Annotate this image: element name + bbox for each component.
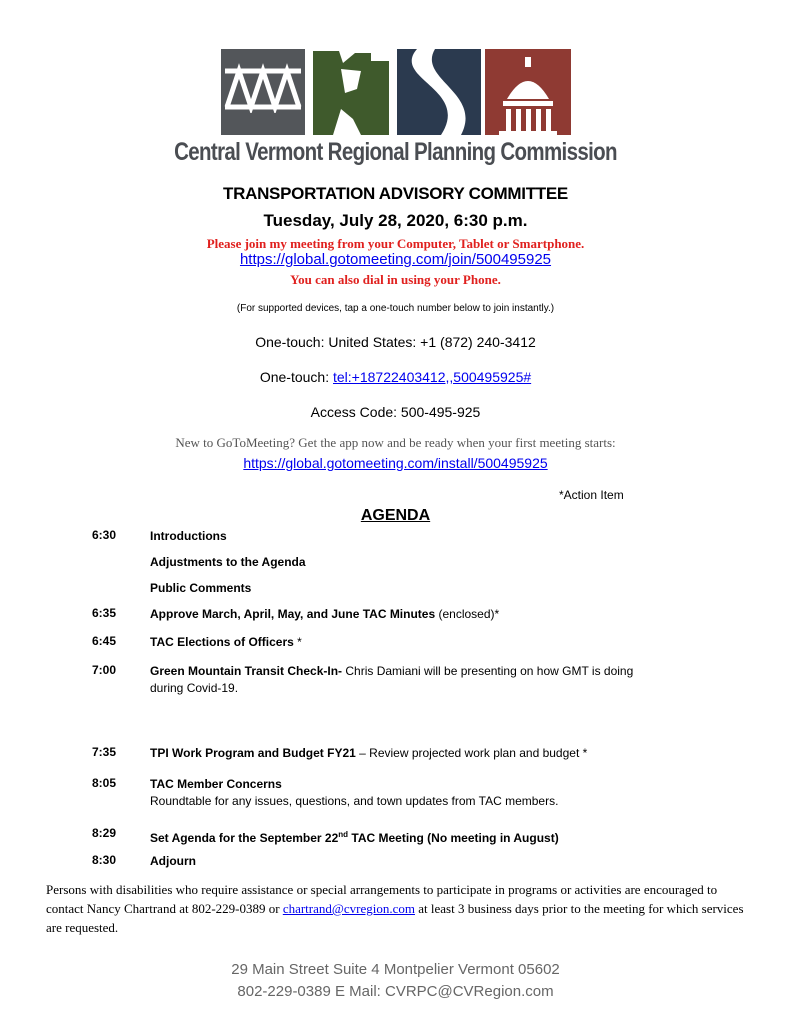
- agenda-item-title-post: TAC Meeting (No meeting in August): [348, 831, 559, 845]
- committee-title: TRANSPORTATION ADVISORY COMMITTEE: [223, 184, 568, 203]
- gotomeeting-promo: New to GoToMeeting? Get the app now and be ready when your first meeting starts:: [175, 435, 616, 450]
- onetouch-label: One-touch:: [259, 369, 333, 385]
- org-name: Central Vermont Regional Planning Commission: [174, 138, 617, 166]
- agenda-item: [150, 853, 650, 870]
- meeting-date: Tuesday, July 28, 2020, 6:30 p.m.: [263, 211, 528, 230]
- agenda-title: AGENDA: [360, 507, 431, 524]
- agenda-time: 6:45: [92, 634, 117, 648]
- cvrpc-logo: [221, 49, 571, 135]
- footer-contact: 802-229-0389 E Mail: CVRPC@CVRegion.com: [237, 983, 554, 1000]
- onetouch-us: One-touch: United States: +1 (872) 240-3412: [255, 334, 536, 350]
- join-link-row: [0, 251, 791, 268]
- agenda-time: 8:29: [92, 826, 117, 840]
- install-link[interactable]: https://global.gotomeeting.com/install/500495925: [243, 455, 548, 471]
- agenda-item-title-sup: nd: [338, 830, 349, 839]
- agenda-item-title: TAC Member Concerns: [150, 777, 282, 791]
- agenda-item: [150, 634, 650, 651]
- agenda-time: 7:00: [92, 663, 117, 677]
- install-link-row: [0, 455, 791, 471]
- join-message: Please join my meeting from your Computer, Tablet or Smartphone.: [206, 236, 585, 251]
- agenda-item: [150, 776, 650, 810]
- agenda-item: [150, 606, 650, 623]
- tap-note: (For supported devices, tap a one-touch number below to join instantly.): [236, 303, 555, 314]
- disclaimer-text: at least 3 business days prior to the meeting for which services are requested.: [46, 901, 744, 935]
- agenda-item-title: [150, 831, 559, 845]
- contact-email-link[interactable]: chartrand@cvregion.com: [282, 901, 415, 916]
- onetouch-tel-link[interactable]: tel:+18722403412,,500495925#: [333, 369, 532, 385]
- agenda-item-title: Green Mountain Transit Check-In-: [150, 664, 343, 678]
- agenda-item-title: Public Comments: [150, 581, 252, 595]
- agenda-item: [150, 554, 650, 571]
- onetouch-tel-row: [0, 369, 791, 385]
- agenda-item-title: TAC Elections of Officers: [150, 635, 294, 649]
- agenda-item: [150, 580, 650, 597]
- dial-message: You can also dial in using your Phone.: [290, 272, 501, 287]
- join-link[interactable]: https://global.gotomeeting.com/join/500495925: [239, 251, 552, 268]
- agenda-item-detail: Chris Damiani will be presenting on how GMT is doing during Covid-19.: [150, 664, 634, 695]
- agenda-item-title: Approve March, April, May, and June TAC Minutes: [150, 607, 436, 621]
- agenda-item: [150, 663, 645, 697]
- agenda-time: 8:05: [92, 776, 117, 790]
- agenda-time: 7:35: [92, 745, 117, 759]
- agenda-item-title: Adjustments to the Agenda: [150, 555, 306, 569]
- access-code: Access Code: 500-495-925: [310, 404, 481, 420]
- agenda-item: [150, 745, 650, 762]
- agenda-item-title: TPI Work Program and Budget FY21: [150, 746, 356, 760]
- agenda-item-detail: (enclosed)*: [435, 607, 500, 621]
- agenda-time: 6:35: [92, 606, 117, 620]
- agenda-time: 6:30: [92, 528, 117, 542]
- footer-address: 29 Main Street Suite 4 Montpelier Vermont 05602: [231, 961, 560, 978]
- action-item-note: *Action Item: [559, 488, 624, 502]
- agenda-time: 8:30: [92, 853, 117, 867]
- agenda-item-title: Adjourn: [150, 854, 196, 868]
- agenda-item-detail: Roundtable for any issues, questions, and town updates from TAC members.: [150, 794, 559, 808]
- agenda-item-detail: *: [293, 635, 302, 649]
- agenda-item: [150, 528, 650, 545]
- disclaimer-text: Persons with disabilities who require assistance or special arrangements to participate in programs or activities are encouraged to contact Nancy Chartrand at 802-229-0389 or: [46, 882, 718, 916]
- accessibility-disclaimer: [46, 880, 746, 937]
- agenda-item-title: Introductions: [150, 529, 227, 543]
- agenda-item-title-pre: Set Agenda for the September 22: [150, 831, 339, 845]
- agenda-item: [150, 826, 670, 847]
- agenda-item-detail: – Review projected work plan and budget *: [355, 746, 588, 760]
